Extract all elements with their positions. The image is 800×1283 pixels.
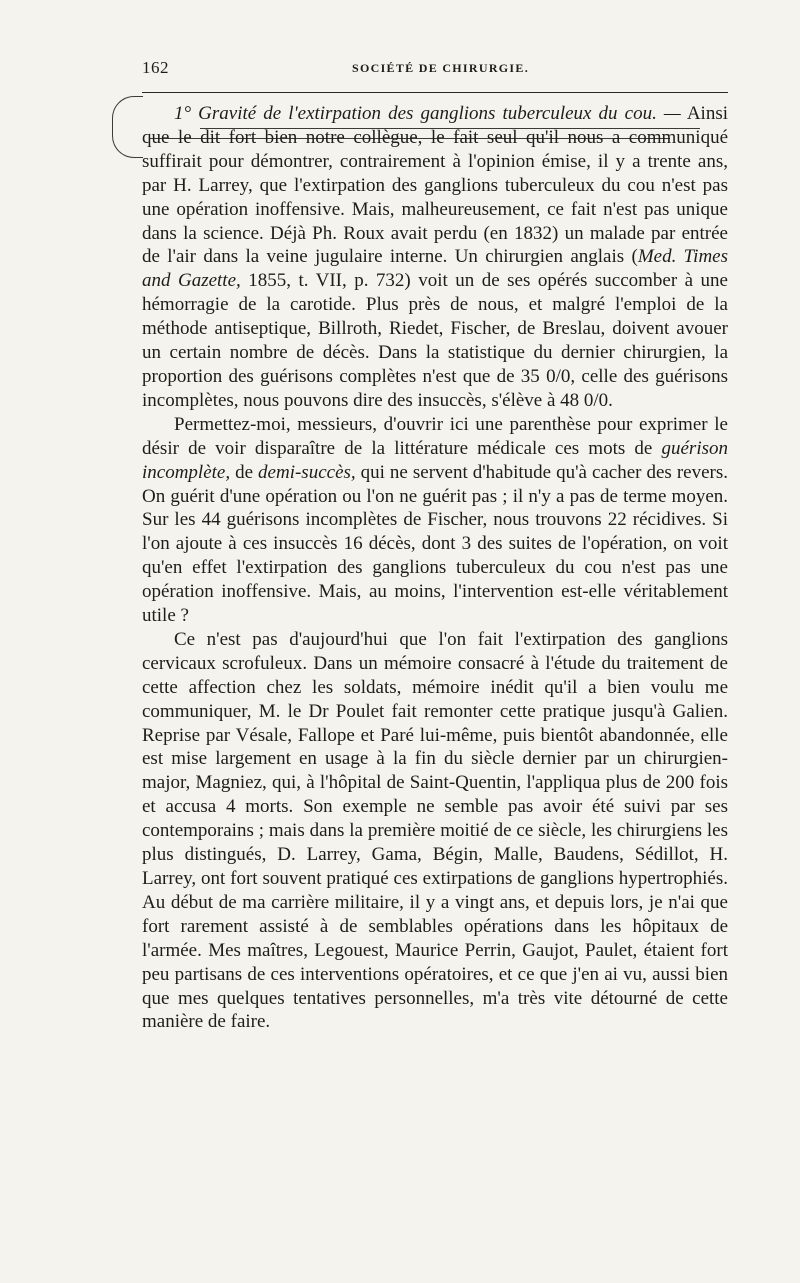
paragraph-1-text-cont: 1855, t. VII, p. 732) voit un de ses opérés succomber à une hémorragie de la carotide. Plus près de nous, et malgré l'emploi de la méthode antiseptique, Billroth, Riedet, Fischer, de Breslau, doivent avouer un certain nombre de décès. Dans la statistique du dernier chirurgien, la proportion des guérisons complètes n'est que de 35 0/0, celle des guérisons incomplètes, nous pouvons dire des insuccès, s'élève à 48 0/0. (142, 270, 728, 411)
paragraph-1 (142, 102, 728, 413)
italic-term-2: demi-succès, (258, 461, 356, 483)
paragraph-1-text: Ainsi que le dit fort bien notre collègue, le fait seul qu'il nous a communiqué suffirait pour démontrer, contrairement à l'opinion émise, il y a trente ans, par H. Larrey, que l'extirpation des ganglions tuberculeux du cou n'est pas une opération inoffensive. Mais, malheureusement, ce fait n'est pas unique dans la science. Déjà Ph. Roux avait perdu (en 1832) un malade par entrée de l'air dans la veine jugulaire interne. Un chirurgien anglais ( (142, 103, 729, 268)
paragraph-2-text-a: Permettez-moi, messieurs, d'ouvrir ici une parenthèse pour exprimer le désir de voir disparaître de la littérature médicale ces mots de (142, 413, 728, 459)
pencil-bracket-mark (112, 96, 143, 158)
journal-reference: Med. Times and Gazette, (142, 246, 728, 292)
paragraph-2 (142, 413, 728, 628)
header-rule (142, 92, 728, 93)
italic-term-1: guérison incomplète, (142, 437, 728, 483)
page-header (142, 58, 728, 82)
paragraph-2-text-b: de (230, 461, 259, 483)
paragraph-3: Ce n'est pas d'aujourd'hui que l'on fait l'extirpation des ganglions cervicaux scrofuleux. Dans un mémoire consacré à l'étude du traitement de cette affection chez les soldats, mémoire inédit qu'il a bien voulu me communiquer, M. le Dr Poulet fait remonter cette pratique jusqu'à Galien. Reprise par Vésale, Fallope et Paré lui-même, puis bientôt abandonnée, elle est mise largement en usage à la fin du siècle dernier par un chirurgien-major, Magniez, qui, à l'hôpital de Saint-Quentin, l'appliqua plus de 200 fois et accusa 4 morts. Son exemple ne semble pas avoir été suivi par ses contemporains ; mais dans la première moitié de ce siècle, les chirurgiens les plus distingués, D. Larrey, Gama, Bégin, Malle, Baudens, Sédillot, H. Larrey, ont fort souvent pratiqué ces extirpations de ganglions hypertrophiés. Au début de ma carrière militaire, il y a vingt ans, et depuis lors, je n'ai que fort rarement assisté à de semblables opérations dans les hôpitaux de l'armée. Mes maîtres, Legouest, Maurice Perrin, Gaujot, Paulet, étaient fort peu partisans de ces interventions opératoires, et ce que j'en ai vu, aussi bien que mes quelques tentatives personnelles, m'a très vite détourné de cette manière de faire. (142, 628, 728, 1033)
body-text (142, 102, 728, 1034)
paragraph-2-text-c: qui ne servent d'habitude qu'à cacher des revers. On guérit d'une opération ou l'on ne guérit pas ; il n'y a pas de terme moyen. Sur les 44 guérisons incomplètes de Fischer, nous trouvons 22 récidives. Si l'on ajoute à ces insuccès 16 décès, dont 3 des suites de l'opération, on voit qu'en effet l'extirpation des ganglions tuberculeux du cou n'est pas une opération inoffensive. Mais, au moins, l'intervention est-elle véritablement utile ? (142, 461, 728, 627)
running-title: SOCIÉTÉ DE CHIRURGIE. (352, 61, 530, 75)
page-number: 162 (142, 58, 169, 77)
section-heading: 1° Gravité de l'extirpation des ganglions tuberculeux du cou. — (174, 103, 681, 124)
